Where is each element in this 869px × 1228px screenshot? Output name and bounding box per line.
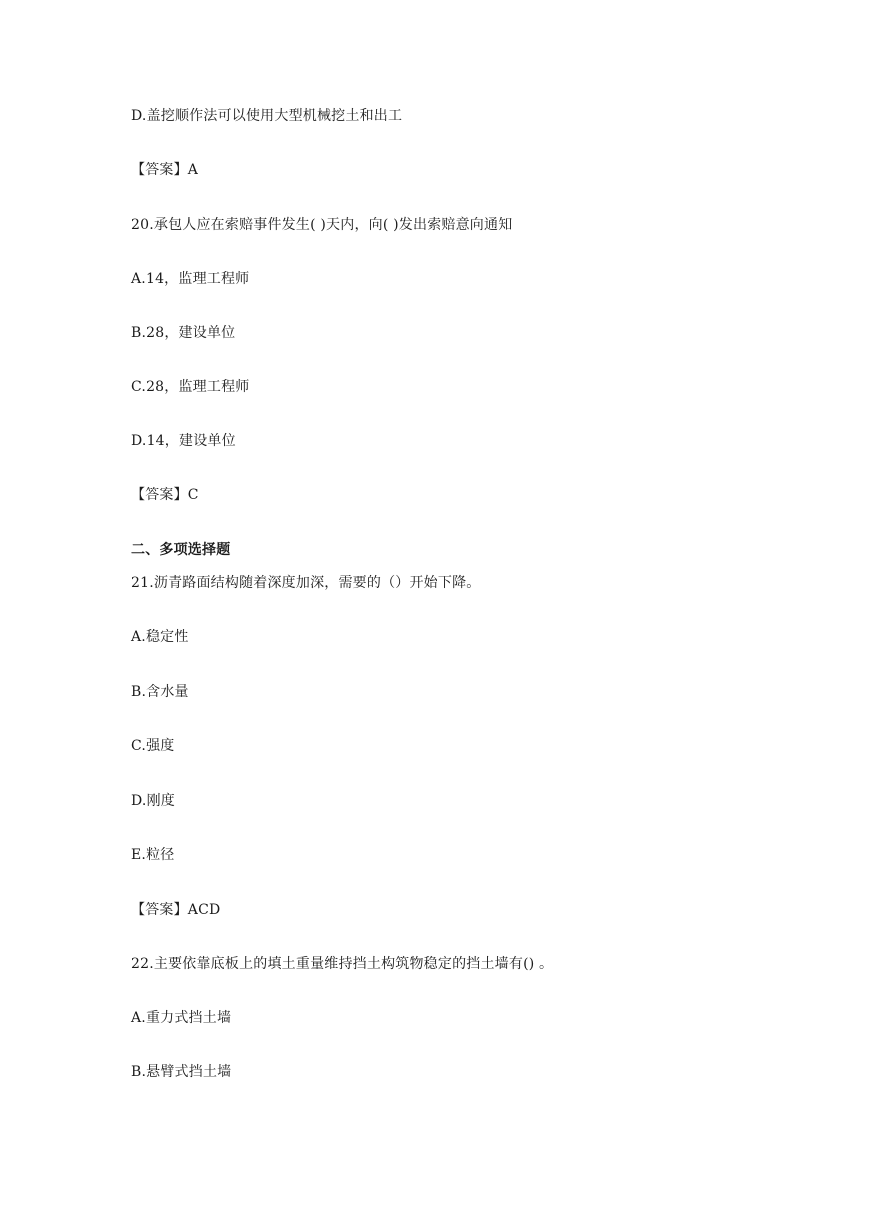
q20-answer: 【答案】C xyxy=(131,487,199,503)
q22-option-b: B.悬臂式挡土墙 xyxy=(131,1064,232,1080)
q21-stem: 21.沥青路面结构随着深度加深，需要的（）开始下降。 xyxy=(131,575,481,591)
q22-option-a: A.重力式挡土墙 xyxy=(131,1010,232,1026)
q21-option-e: E.粒径 xyxy=(131,847,175,863)
q20-option-a: A.14，监理工程师 xyxy=(131,271,250,287)
q20-option-b: B.28，建设单位 xyxy=(131,325,236,341)
section-heading: 二、多项选择题 xyxy=(131,542,231,558)
q21-option-a: A.稳定性 xyxy=(131,629,189,645)
q21-option-c: C.强度 xyxy=(131,738,175,754)
q20-stem: 20.承包人应在索赔事件发生( )天内，向( )发出索赔意向通知 xyxy=(131,217,513,233)
q19-answer: 【答案】A xyxy=(131,162,199,178)
q19-option-d: D.盖挖顺作法可以使用大型机械挖土和出工 xyxy=(131,108,403,124)
q21-option-d: D.刚度 xyxy=(131,793,175,809)
q20-option-d: D.14，建设单位 xyxy=(131,433,236,449)
q21-option-b: B.含水量 xyxy=(131,684,189,700)
q20-option-c: C.28，监理工程师 xyxy=(131,379,250,395)
q21-answer: 【答案】ACD xyxy=(131,902,221,918)
q22-stem: 22.主要依靠底板上的填土重量维持挡土构筑物稳定的挡土墙有() 。 xyxy=(131,956,554,972)
